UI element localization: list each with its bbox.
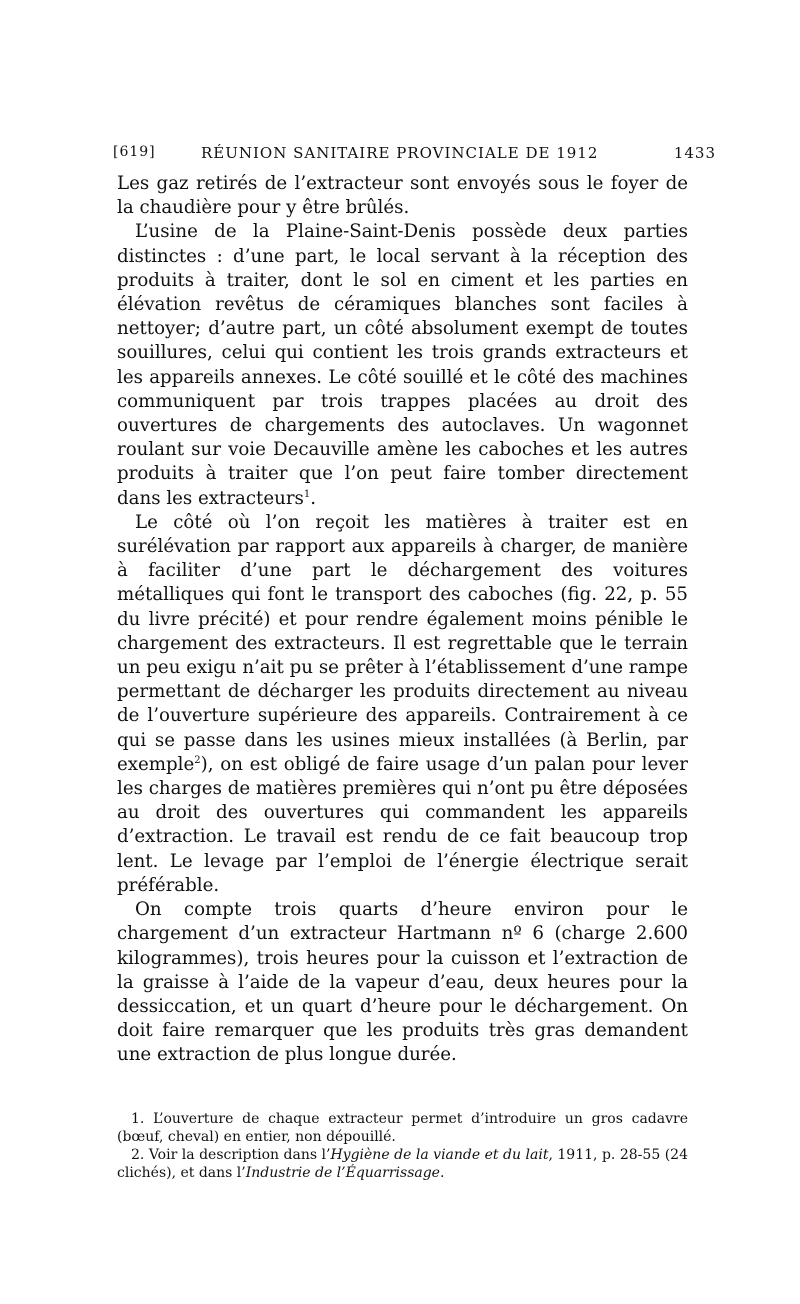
paragraph-4-text: On compte trois quarts d’heure environ pour le chargement d’un extracteur Hartmann nº 6 (charge 2.600 kilogrammes), trois heures pour la cuisson et l’extraction de la graisse à l’aide de la vapeur d’eau, deux heures pour la dessiccation, et un quart d’heure pour le déchargement. On doit faire remarquer que les produits très gras demandent une extraction de plus longue durée. <box>117 899 688 1066</box>
page-number-bracketed: [619] <box>113 144 156 160</box>
paragraph-3-text-a: Le côté où l’on reçoit les matières à traiter est en surélévation par rapport aux appareils à charger, de manière à faciliter d’une part le déchargement des voitures métalliques qui font le transport des caboches (fig. 22, p. 55 du livre précité) et pour rendre également moins pénible le chargement des extracteurs. Il est regrettable que le terrain un peu exigu n’ait pu se prêter à l’établissement d’une rampe permettant de décharger les produits directement au niveau de l’ouverture supérieure des appareils. Contrairement à ce qui se passe dans les usines mieux installées (à Berlin, par exemple <box>117 511 688 775</box>
footnotes <box>117 1110 688 1182</box>
running-header <box>113 138 716 172</box>
paragraph-3-text-b: ), on est obligé de faire usage d’un palan pour lever les charges de matières premières qui n’ont pu être déposées au droit des ouvertures qui commandent les appareils d’extraction. Le travail est rendu de ce fait beaucoup trop lent. Le levage par l’emploi de l’énergie électrique serait préférable. <box>117 753 688 896</box>
footnote-2-text-c: . <box>439 1164 445 1181</box>
footnote-1: 1. L’ouverture de chaque extracteur permet d’introduire un gros cadavre (bœuf, cheval) en entier, non dépouillé. <box>117 1110 688 1145</box>
paragraph-1-text: Les gaz retirés de l’extracteur sont envoyés sous le foyer de la chaudière pour y être brûlés. <box>117 173 688 219</box>
page-number: 1433 <box>673 144 716 162</box>
book-page <box>113 138 716 1182</box>
paragraph-2-text: L’usine de la Plaine-Saint-Denis possède deux parties distinctes : d’une part, le local servant à la réception des produits à traiter, dont le sol en ciment et les parties en élévation revêtus de céramiques blanches sont faciles à nettoyer; d’autre part, un côté absolument exempt de toutes souillures, celui qui contient les trois grands extracteurs et les appareils annexes. Le côté souillé et le côté des machines communiquent par trois trappes placées au droit des ouvertures de chargements des autoclaves. Un wagonnet roulant sur voie Decauville amène les caboches et les autres produits à traiter que l’on peut faire tomber directement dans les extracteurs <box>117 221 688 509</box>
paragraph-3 <box>117 511 688 898</box>
footnote-2-title-2: Industrie de l’Équarrissage <box>245 1164 440 1181</box>
footnote-ref-2: 2 <box>194 754 201 766</box>
footnote-2-title-1: Hygiène de la viande et du lait <box>330 1146 549 1163</box>
paragraph-2 <box>117 220 688 510</box>
paragraph-2-end: . <box>310 487 317 509</box>
footnote-2-text-b: , 1911, p. 28-55 (24 clichés), et dans l’ <box>117 1146 688 1181</box>
paragraph-4 <box>117 898 688 1067</box>
footnote-2 <box>117 1146 688 1182</box>
footnote-2-text-a: 2. Voir la description dans l’ <box>131 1146 331 1163</box>
body-text <box>117 172 688 1068</box>
running-title: RÉUNION SANITAIRE PROVINCIALE DE 1912 <box>201 144 599 162</box>
paragraph-1 <box>117 172 688 220</box>
footnote-ref-1: 1 <box>303 488 311 500</box>
